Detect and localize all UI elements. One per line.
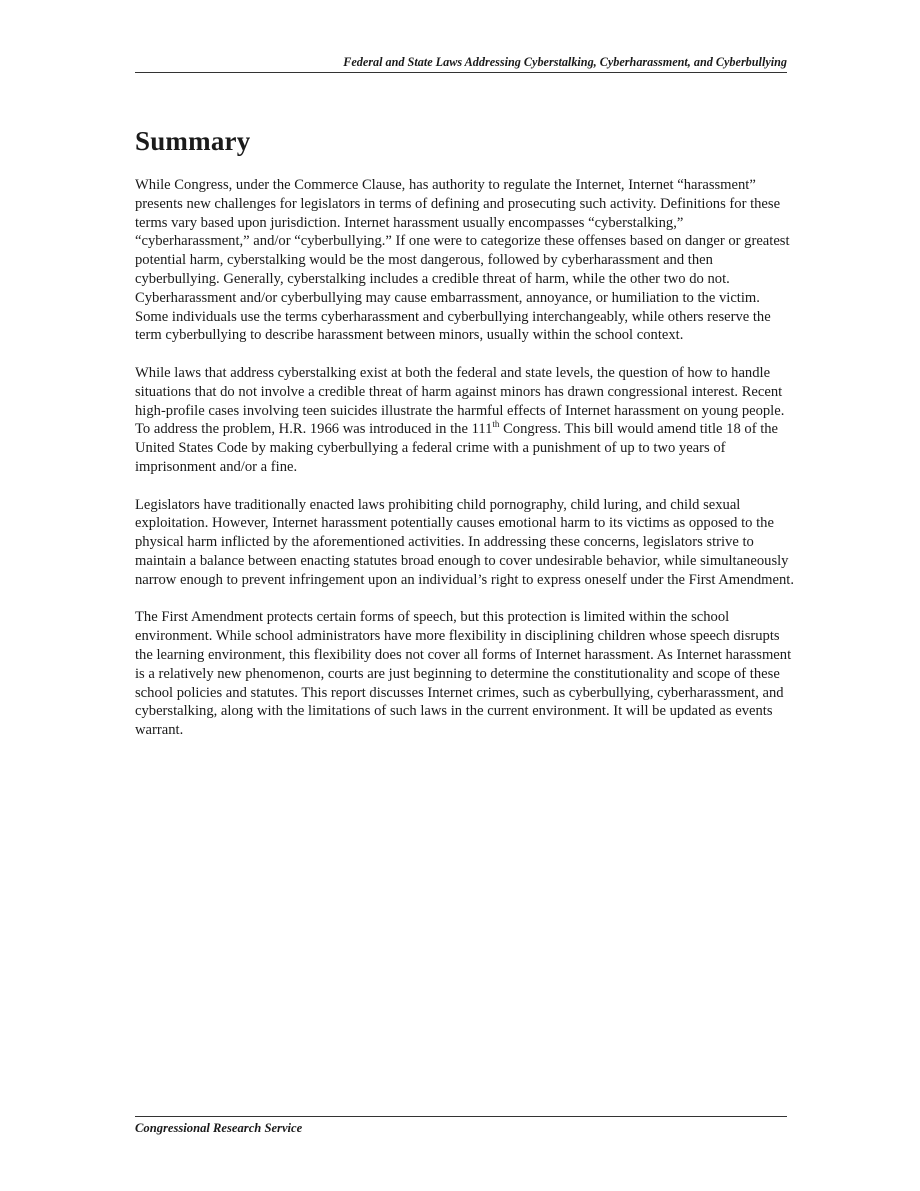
paragraph-3: Legislators have traditionally enacted laws prohibiting child pornography, child luring, and child sexual exploitation. However, Internet harassment potentially causes emotional harm to its victims as opposed to the physical harm inflicted by the aforementioned activities. In addressing these concerns, legislators strive to maintain a balance between enacting statutes broad enough to cover undesirable behavior, while simultaneously narrow enough to prevent infringement upon an individual’s right to express oneself under the First Amendment. bbox=[135, 496, 795, 588]
paragraph-2 bbox=[135, 364, 795, 477]
running-footer: Congressional Research Service bbox=[135, 1121, 303, 1135]
paragraph-2-text-b: Congress. This bill would amend title 18 of the United States Code by making cyberbullying a federal crime with a punishment of up to two years of imprisonment and/or a fine. bbox=[135, 421, 779, 475]
footer-rule bbox=[135, 1116, 787, 1117]
running-header: Federal and State Laws Addressing Cyberstalking, Cyberharassment, and Cyberbullying bbox=[343, 55, 787, 69]
section-title: Summary bbox=[135, 126, 251, 156]
paragraph-2-text-a: While laws that address cyberstalking exist at both the federal and state levels, the question of how to handle situations that do not involve a credible threat of harm against minors has drawn congressional interest. Recent high-profile cases involving teen suicides illustrate the harmful effects of Internet harassment on young people. To address the problem, H.R. 1966 was introduced in the 111 bbox=[135, 364, 785, 438]
header-rule bbox=[135, 72, 787, 73]
ordinal-superscript: th bbox=[492, 419, 500, 430]
paragraph-1: While Congress, under the Commerce Clause, has authority to regulate the Internet, Internet “harassment” presents new challenges for legislators in terms of defining and prosecuting such activity. Definitions for these terms vary based upon jurisdiction. Internet harassment usually encompasses “cyberstalking,” “cyberharassment,” and/or “cyberbullying.” If one were to categorize these offenses based on danger or greatest potential harm, cyberstalking would be the most dangerous, followed by cyberharassment and then cyberbullying. Generally, cyberstalking includes a credible threat of harm, while the other two do not. Cyberharassment and/or cyberbullying may cause embarrassment, annoyance, or humiliation to the victim. Some individuals use the terms cyberharassment and cyberbullying interchangeably, while others reserve the term cyberbullying to describe harassment between minors, usually within the school context. bbox=[135, 177, 790, 344]
paragraph-4: The First Amendment protects certain forms of speech, but this protection is limited within the school environment. While school administrators have more flexibility in disciplining children whose speech disrupts the learning environment, this flexibility does not cover all forms of Internet harassment. As Internet harassment is a relatively new phenomenon, courts are just beginning to determine the constitutionality and scope of these school policies and statutes. This report discusses Internet crimes, such as cyberbullying, cyberharassment, and cyberstalking, along with the limitations of such laws in the current environment. It will be updated as events warrant. bbox=[135, 609, 792, 739]
summary-body bbox=[135, 176, 795, 759]
